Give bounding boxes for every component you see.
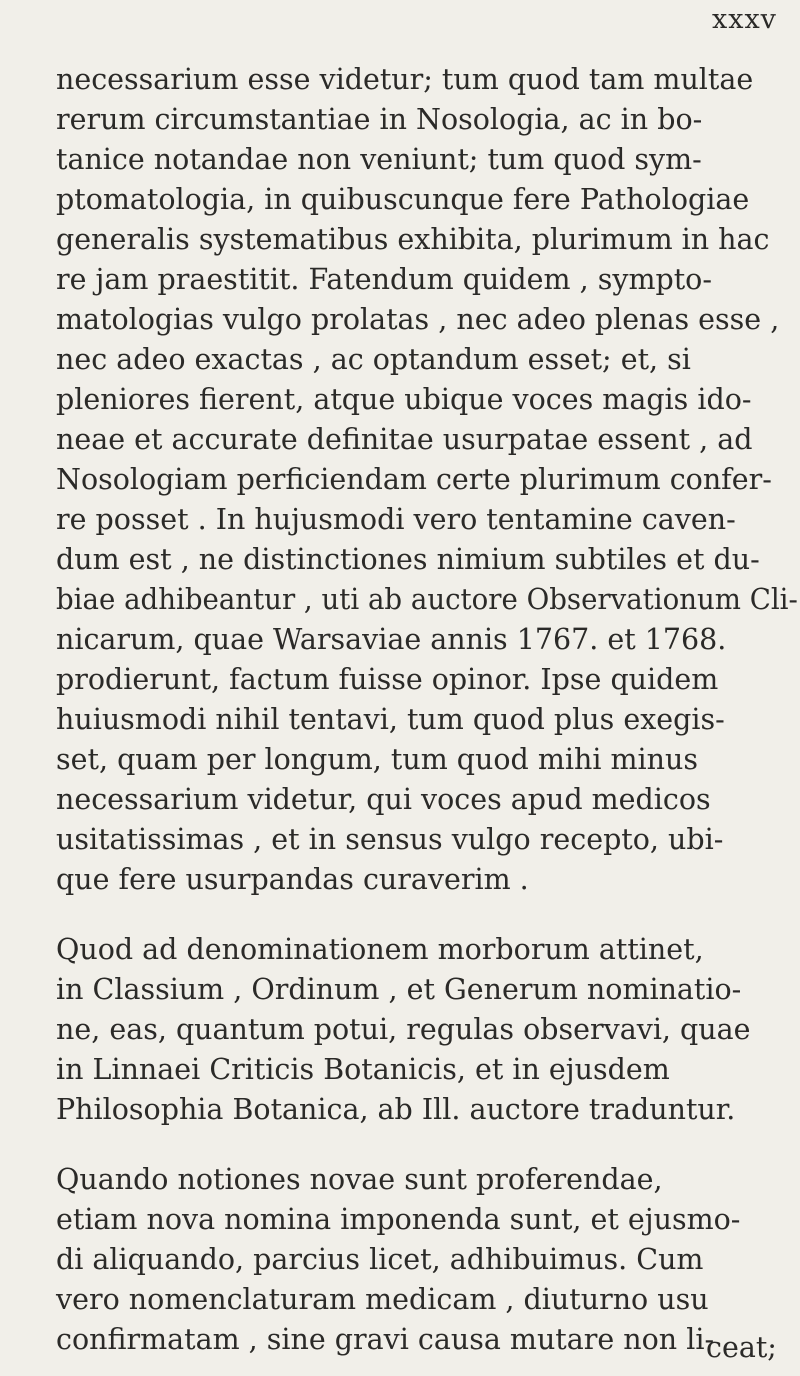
text-line: in Linnaei Criticis Botanicis, et in ejusdem — [56, 1053, 670, 1086]
text-line: re jam praestitit. Fatendum quidem , sympto- — [56, 263, 712, 296]
text-line: ne, eas, quantum potui, regulas observavi, quae — [56, 1013, 751, 1046]
text-line: re posset . In hujusmodi vero tentamine caven- — [56, 503, 736, 536]
text-line: tanice notandae non veniunt; tum quod sym- — [56, 143, 702, 176]
text-line: nec adeo exactas , ac optandum esset; et, si — [56, 343, 691, 376]
text-line: di aliquando, parcius licet, adhibuimus. Cum — [56, 1243, 704, 1276]
text-line: etiam nova nomina imponenda sunt, et ejusmo- — [56, 1203, 741, 1236]
text-line: Quando notiones novae sunt proferendae, — [56, 1163, 663, 1196]
text-line: rerum circumstantiae in Nosologia, ac in bo- — [56, 103, 703, 136]
text-line: set, quam per longum, tum quod mihi minus — [56, 743, 699, 776]
text-line: generalis systematibus exhibita, plurimum in hac — [56, 223, 770, 256]
text-line: in Classium , Ordinum , et Generum nominatio- — [56, 973, 742, 1006]
text-line: necessarium esse videtur; tum quod tam multae — [56, 63, 754, 96]
text-line: que fere usurpandas curaverim . — [56, 863, 529, 896]
text-line: confirmatam , sine gravi causa mutare non li- — [56, 1323, 715, 1356]
text-line: ptomatologia, in quibuscunque fere Pathologiae — [56, 183, 750, 216]
text-line: neae et accurate definitae usurpatae essent , ad — [56, 423, 753, 456]
text-line: huiusmodi nihil tentavi, tum quod plus exegis- — [56, 703, 725, 736]
text-line: usitatissimas , et in sensus vulgo recepto, ubi- — [56, 823, 724, 856]
text-line: dum est , ne distinctiones nimium subtiles et du- — [56, 543, 760, 576]
text-line: pleniores fierent, atque ubique voces magis ido- — [56, 383, 752, 416]
text-line: Quod ad denominationem morborum attinet, — [56, 933, 704, 966]
text-line: nicarum, quae Warsaviae annis 1767. et 1768. — [56, 623, 727, 656]
text-line: Philosophia Botanica, ab Ill. auctore traduntur. — [56, 1093, 736, 1126]
page-signature: xxxv — [712, 4, 777, 35]
text-line: matologias vulgo prolatas , nec adeo plenas esse , — [56, 303, 780, 336]
text-line: necessarium videtur, qui voces apud medicos — [56, 783, 711, 816]
text-line: Nosologiam perficiendam certe plurimum confer- — [56, 463, 772, 496]
text-line: prodierunt, factum fuisse opinor. Ipse quidem — [56, 663, 719, 696]
catchword: ceat; — [706, 1331, 777, 1364]
text-line: vero nomenclaturam medicam , diuturno usu — [56, 1283, 709, 1316]
text-line: biae adhibeantur , uti ab auctore Observationum Cli- — [56, 583, 798, 616]
